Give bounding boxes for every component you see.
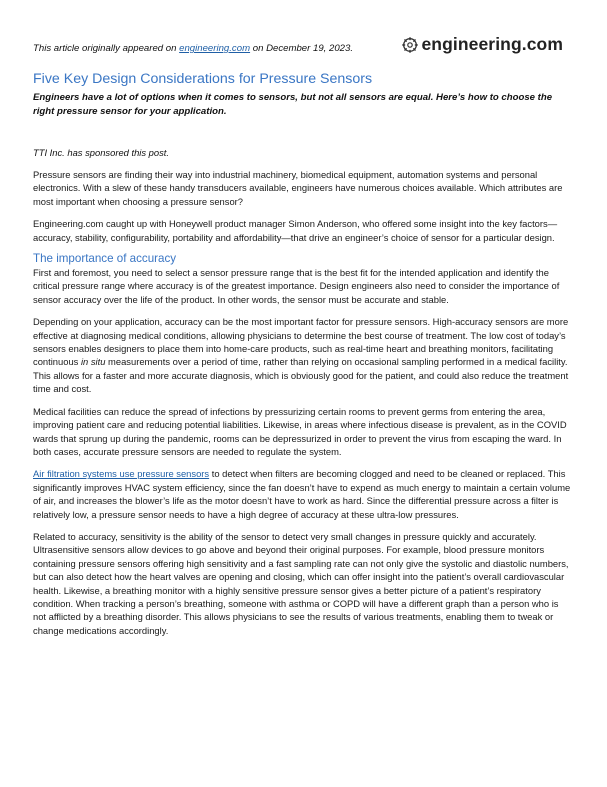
p2-text-a: Depending on your application, accuracy can be the most important factor for pressure sensors. High-accuracy sensors are more effective at diagnosing medical conditions, allowing physicians to determine the best course of treatment. The low cost of today’s sensors enables designers to place them into home-care products, such as real-time heart and breathing monitors, facilitating continuous <box>33 316 569 368</box>
article-subtitle: Engineers have a lot of options when it comes to sensors, but not all sensors are equal. Here’s how to choose the right pressure sensor for your application. <box>33 92 553 117</box>
brand-name: engineering.com <box>421 34 563 54</box>
p2-text-b: measurements over a period of time, rather than relying on occasional sampling performed in a medical facility. This allows for a faster and more accurate diagnosis, which is obviously good for the patient, and could also reduce the treatment time and cost. <box>33 356 569 395</box>
sponsor-note: TTI Inc. has sponsored this post. <box>33 147 170 158</box>
air-filtration-link[interactable]: Air filtration systems use pressure sensors <box>33 468 210 480</box>
intro-paragraph-2: Engineering.com caught up with Honeywell product manager Simon Anderson, who offered some insight into the key factors—accuracy, stability, configurability, portability and affordability—that drive an engineer’s choice of sensor for a particular design. <box>33 218 558 243</box>
accuracy-paragraph-1: First and foremost, you need to select a sensor pressure range that is the best fit for the intended application and identify the critical pressure range where accuracy is of the greatest importance. Design engineers also need to consider the importance of sensor accuracy over the life of the product. In other words, the sensor must be accurate and stable. <box>33 267 560 305</box>
globe-gear-icon <box>402 37 418 53</box>
article-title: Five Key Design Considerations for Pressure Sensors <box>33 71 373 87</box>
origin-suffix: on December 19, 2023. <box>250 43 353 54</box>
origin-link[interactable]: engineering.com <box>179 43 251 54</box>
accuracy-paragraph-4 <box>33 467 573 521</box>
p4-text: to detect when filters are becoming clogged and need to be cleaned or replaced. This significantly improves HVAC system efficiency, since the fan doesn’t have to expend as much energy to maintain a certain volume of air, and increases the blower’s life as the motor doesn’t have to work as hard. Since the differential pressure across a filter is relatively low, a pressure sensor needs to have a high degree of accuracy at these ultra-low pressures. <box>33 468 571 520</box>
intro-paragraph-1: Pressure sensors are finding their way into industrial machinery, biomedical equipment, automation systems and personal electronics. With a slew of these handy transducers available, engineers have numerous choices available. Which attributes are most important when choosing a pressure sensor? <box>33 169 563 207</box>
accuracy-paragraph-3: Medical facilities can reduce the spread of infections by pressurizing certain rooms to prevent germs from entering the area, improving patient care and reducing potential liabilities. Likewise, in areas where infectious disease is prevalent, as in the COVID wards that sprung up during the pandemic, rooms can be depressurized in order to prevent the virus from escaping the ward. In both cases, accurate pressure sensors are needed to regulate the system. <box>33 405 567 457</box>
origin-prefix: This article originally appeared on <box>33 43 180 54</box>
page-header <box>33 34 563 60</box>
brand-logo[interactable] <box>402 34 563 55</box>
section-heading-accuracy: The importance of accuracy <box>33 252 177 266</box>
p2-italic: in situ <box>80 356 106 368</box>
accuracy-paragraph-5: Related to accuracy, sensitivity is the ability of the sensor to detect very small changes in pressure quickly and accurately. Ultrasensitive sensors allow devices to go above and beyond their original purposes. For example, blood pressure monitors containing pressure sensors offering high sensitivity and a fast sampling rate can not only give the systolic and diastolic numbers, but can also detect how the heart valves are opening and closing, which can offer insight into the patient’s overall cardiovascular health. Likewise, a breathing monitor with a highly sensitive pressure sensor gives a better picture of a patient’s respiratory condition. When tracking a person’s breathing, someone with asthma or COPD will have a different graph than a person who is not afflicted by a breathing disorder. This allows physicians to see the results of various treatments, enabling them to tweak or change medications accordingly. <box>33 530 569 636</box>
article-body <box>33 71 573 637</box>
accuracy-paragraph-2 <box>33 315 573 395</box>
origin-note <box>33 43 353 54</box>
